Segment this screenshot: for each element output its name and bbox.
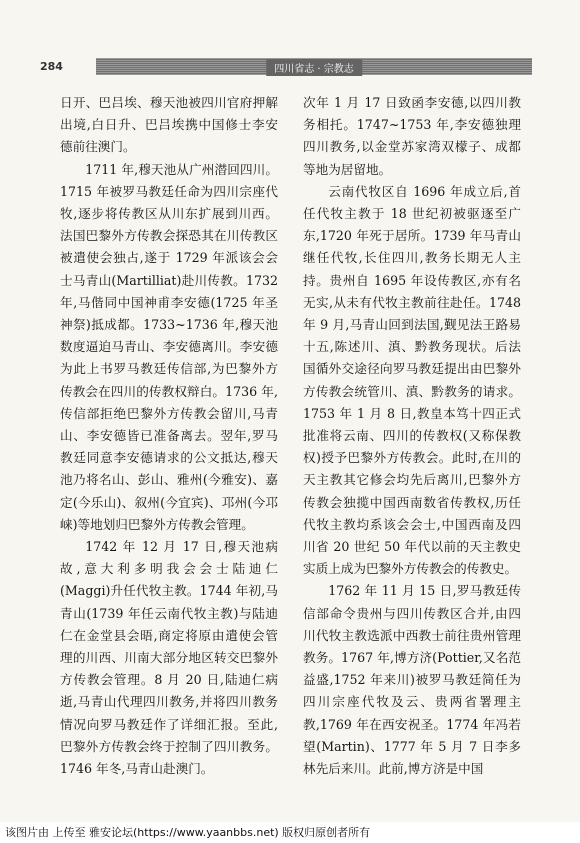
page-number: 284 (40, 60, 63, 73)
paragraph: 1742 年 12 月 17 日,穆天池病故,意大利多明我会会士陆迪仁(Maggi)升任代牧主教。1744 年初,马青山(1739 年任云南代牧主教)与陆迪仁在金堂县会晤,商定将原由遣使会管理的川西、川南大部分地区转交巴黎外方传教会管理。8 月 20 日,陆迪仁病逝,马青山代理四川教务,并将四川教务情况向罗马教廷作了详细汇报。至此,巴黎外方传教会终于控制了四川教务。1746 年冬,马青山赴澳门。 (60, 539, 278, 777)
running-header-band (96, 58, 532, 75)
paragraph: 云南代牧区自 1696 年成立后,首任代牧主教于 18 世纪初被驱逐至广东,1720 年死于居所。1739 年马青山继任代牧,长住四川,教务长期无人主持。贵州自 1695 年设传教区,亦有名无实,从未有代牧主教前往赴任。1748 年 9 月,马青山回到法国,觐见法王路易十五,陈述川、滇、黔教务现状。后法国循外交途径向罗马教廷提出由巴黎外方传教会统管川、滇、黔教务的请求。1753 年 1 月 8 日,教皇本笃十四正式批准将云南、四川的传教权(又称保教权)授予巴黎外方传教会。此时,在川的天主教其它修会均先后离川,巴黎外方传教会独揽中国西南数省传教权,历任代牧主教均系该会会士,中国西南及四川省 20 世纪 50 年代以前的天主教史实质上成为巴黎外方传教会的传教史。 (303, 183, 521, 577)
paragraph: 1711 年,穆天池从广州潜回四川。1715 年被罗马教廷任命为四川宗座代牧,逐步将传教区从川东扩展到川西。法国巴黎外方传教会探恐其在川传教区被遣使会独占,遂于 1729 年派该会会士马青山(Martilliat)赴川传教。1732 年,马偕同中国神甫李安德(1725 年圣神祭)抵成都。1733~1736 年,穆天池数度逼迫马青山、李安德离川。李安德为此上书罗马教廷传信部,为巴黎外方传教会在四川的传教权辩白。1736 年,传信部拒绝巴黎外方传教会留川,马青山、李安德皆已准备离去。翌年,罗马教廷同意李安德请求的公文抵达,穆天池乃将名山、彭山、雅州(今雅安)、嘉定(今乐山)、叙州(今宜宾)、邛州(今邛崃)等地划归巴黎外方传教会管理。 (60, 161, 278, 532)
paragraph: 日开、巴吕埃、穆天池被四川官府押解出境,白日升、巴吕埃携中国修士李安德前往澳门。 (60, 95, 278, 155)
watermark-footer: 该图片由 上传至 雅安论坛(https://www.yaanbbs.net) 版权归原创者所有 (0, 822, 580, 843)
running-header-title: 四川省志 · 宗教志 (266, 59, 362, 76)
right-text-column (303, 92, 521, 780)
paragraph: 次年 1 月 17 日致函李安德,以四川教务相托。1747~1753 年,李安德独理四川教务,以金堂苏家湾双檬子、成都等地为居留地。 (303, 95, 521, 177)
left-text-column (60, 92, 278, 780)
paragraph: 1762 年 11 月 15 日,罗马教廷传信部命令贵州与四川传教区合并,由四川代牧主教选派中西教士前往贵州管理教务。1767 年,博方济(Pottier,又名范益盛,1752 年来川)被罗马教廷简任为四川宗座代牧及云、贵两省署理主教,1769 年在西安祝圣。1774 年冯若望(Martin)、1777 年 5 月 7 日李多林先后来川。此前,博方济是中国 (303, 583, 521, 777)
